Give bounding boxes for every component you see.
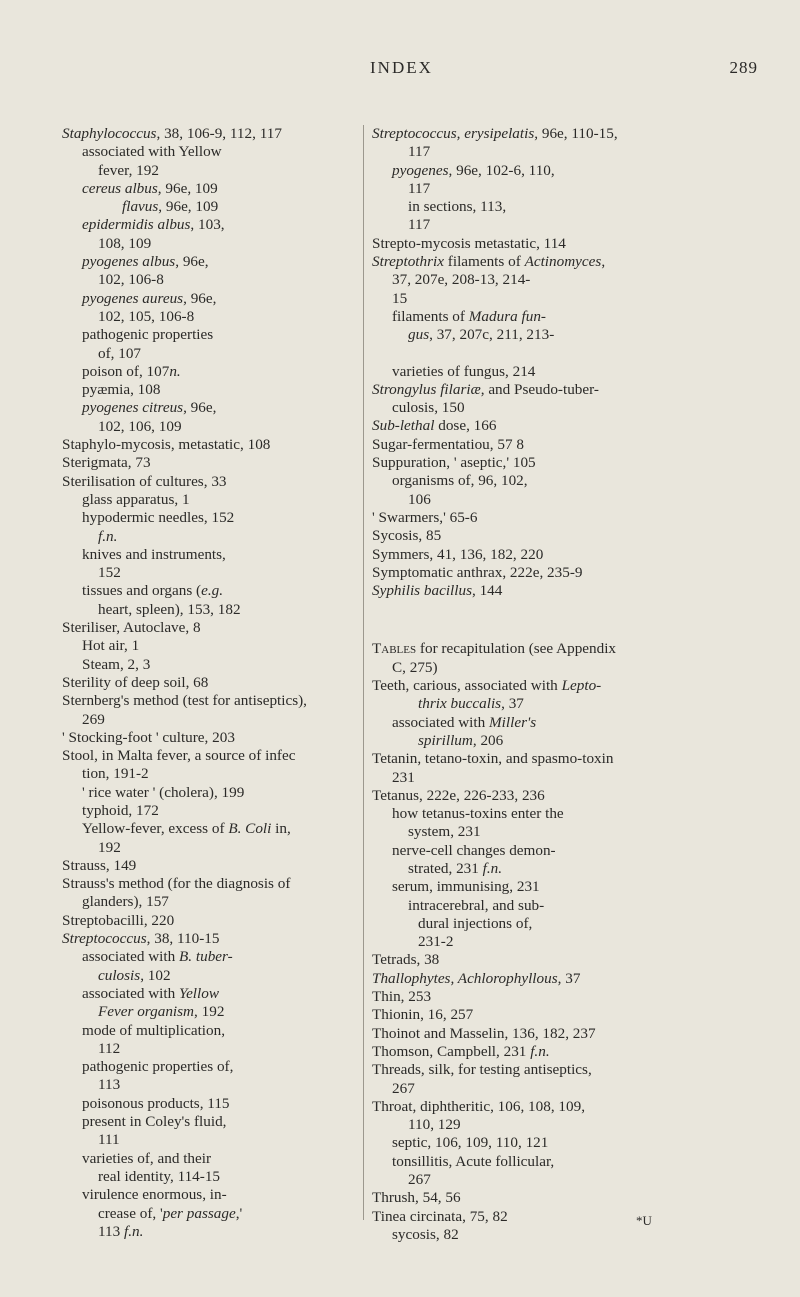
index-line <box>372 933 690 951</box>
index-line <box>372 750 690 768</box>
index-text: glass apparatus, 1 <box>82 490 190 508</box>
index-text: Yellow-fever, excess of <box>82 820 229 838</box>
index-text: ' Stocking-foot ' culture, 203 <box>62 728 235 746</box>
index-text: 15 <box>392 289 408 307</box>
index-text: Streptococcus, erysipelatis <box>372 125 535 142</box>
index-line <box>62 271 354 289</box>
index-text: hypodermic needles, 152 <box>82 509 235 527</box>
index-line <box>372 1134 690 1152</box>
index-line <box>372 472 690 490</box>
index-line <box>62 1186 354 1204</box>
index-line <box>372 253 690 271</box>
index-line <box>372 1171 690 1189</box>
index-line <box>372 125 690 143</box>
index-text: Streptothrix <box>372 253 444 271</box>
index-line <box>62 765 354 783</box>
index-text: C, 275) <box>392 658 438 676</box>
index-line <box>372 842 690 860</box>
index-text: real identity, 114-15 <box>98 1167 221 1185</box>
index-line <box>372 695 690 713</box>
index-text: pyogenes <box>392 161 449 179</box>
index-line <box>372 308 690 326</box>
index-text: crease of, ' <box>98 1204 163 1222</box>
index-line <box>62 893 354 911</box>
index-text: Thionin, 16, 257 <box>372 1006 474 1024</box>
index-line <box>62 784 354 802</box>
index-line <box>62 180 354 198</box>
index-text: Staphylo-mycosis, metastatic, 108 <box>62 436 271 454</box>
index-line <box>62 399 354 417</box>
index-column-right <box>372 125 690 1244</box>
index-text: 111 <box>98 1131 120 1149</box>
index-line <box>372 805 690 823</box>
index-line <box>372 1006 690 1024</box>
index-text: mode of multiplication, <box>82 1021 225 1039</box>
index-line <box>62 326 354 344</box>
index-line <box>62 912 354 930</box>
index-text: dose, 166 <box>434 417 497 435</box>
index-line <box>62 875 354 893</box>
index-text: Strongylus filariæ <box>372 380 481 398</box>
index-text: pyogenes albus <box>82 253 176 271</box>
index-line <box>62 198 354 216</box>
index-text: Steam, 2, 3 <box>82 655 151 673</box>
index-line <box>62 253 354 271</box>
index-text: 192 <box>98 838 121 856</box>
index-line <box>62 1076 354 1094</box>
index-text: Teeth, carious, associated with <box>372 677 562 695</box>
index-line <box>62 1113 354 1131</box>
index-text: tonsillitis, Acute follicular, <box>392 1152 555 1170</box>
index-text: Yellow <box>179 984 219 1002</box>
index-text: Lepto- <box>561 677 602 695</box>
index-line <box>372 454 690 472</box>
index-text: Streptococcus <box>62 930 147 948</box>
index-text: Symptomatic anthrax, 222e, 235-9 <box>372 563 583 581</box>
index-text: poisonous products, 115 <box>82 1094 230 1112</box>
index-text: , 206 <box>472 731 504 749</box>
index-text: , 96e, 109 <box>158 198 219 216</box>
index-line <box>372 769 690 787</box>
index-line <box>372 290 690 308</box>
index-line <box>372 582 690 600</box>
index-line <box>372 162 690 180</box>
index-text: sycosis, 82 <box>392 1225 459 1243</box>
index-line <box>372 787 690 805</box>
index-text: Symmers, 41, 136, 182, 220 <box>372 545 544 563</box>
index-text: 106 <box>408 490 431 508</box>
index-text: dural injections of, <box>418 914 533 932</box>
index-line <box>372 897 690 915</box>
index-text: Suppuration, ' aseptic,' 105 <box>372 454 536 472</box>
index-text: 113 <box>98 1222 125 1240</box>
index-text: Sterility of deep soil, 68 <box>62 673 209 691</box>
index-line <box>372 600 690 640</box>
index-line <box>372 235 690 253</box>
index-line <box>372 143 690 161</box>
index-text: Thoinot and Masselin, 136, 182, 237 <box>372 1024 596 1042</box>
index-text: , 144 <box>471 582 503 600</box>
index-text: , 103, <box>190 216 225 234</box>
index-text: Hot air, 1 <box>82 637 140 655</box>
index-text: varieties of, and their <box>82 1149 212 1167</box>
index-text: 231-2 <box>418 933 454 951</box>
index-text: associated with <box>392 713 490 731</box>
index-text: f.n. <box>98 527 118 545</box>
index-line <box>62 143 354 161</box>
index-text: fever, 192 <box>98 161 159 179</box>
index-text: , 96e, <box>183 399 217 417</box>
index-line <box>62 308 354 326</box>
index-text: Tetrads, 38 <box>372 951 440 969</box>
index-text: , 38, 106-9, 112, 117 <box>156 125 282 142</box>
index-text: Strauss, 149 <box>62 856 137 874</box>
index-line <box>372 271 690 289</box>
index-text: Miller's <box>489 713 537 731</box>
index-text: pathogenic properties <box>82 326 214 344</box>
index-text: Threads, silk, for testing antiseptics, <box>372 1061 592 1079</box>
index-text: Streptobacilli, 220 <box>62 911 175 929</box>
index-line <box>372 1098 690 1116</box>
running-title: INDEX <box>370 58 433 77</box>
index-text: Sternberg's method (test for antiseptics), <box>62 692 307 710</box>
index-line <box>62 235 354 253</box>
index-line <box>62 1131 354 1149</box>
index-text: ' Swarmers,' 65-6 <box>372 508 478 526</box>
index-text: Stool, in Malta fever, a source of infec <box>62 747 296 765</box>
index-text: , 96e, 110-15, <box>534 125 618 142</box>
index-line <box>372 180 690 198</box>
index-line <box>62 747 354 765</box>
index-text: Thallophytes, Achlorophyllous <box>372 969 558 987</box>
index-text: serum, immunising, 231 <box>392 878 540 896</box>
index-text: Tetanus, 222e, 226-233, 236 <box>372 786 545 804</box>
index-text: culosis <box>98 966 141 984</box>
index-text: 102, 106-8 <box>98 271 164 289</box>
index-line <box>372 677 690 695</box>
index-line <box>372 970 690 988</box>
index-column-left <box>62 125 354 1241</box>
index-line <box>62 930 354 948</box>
index-text: , <box>601 253 606 271</box>
index-text: Thrush, 54, 56 <box>372 1189 461 1207</box>
index-line <box>62 290 354 308</box>
index-text: ,' <box>235 1204 243 1222</box>
index-line <box>372 951 690 969</box>
index-text: flavus <box>122 198 159 216</box>
column-divider <box>363 125 364 1220</box>
index-text: gus <box>408 326 430 344</box>
index-line <box>62 601 354 619</box>
index-line <box>62 857 354 875</box>
index-text: 117 <box>408 179 431 197</box>
index-text: glanders), 157 <box>82 893 169 911</box>
index-line <box>62 491 354 509</box>
index-line <box>372 198 690 216</box>
index-text: septic, 106, 109, 110, 121 <box>392 1134 549 1152</box>
index-text: e.g. <box>201 582 224 600</box>
index-line <box>62 839 354 857</box>
index-text: typhoid, 172 <box>82 801 159 819</box>
index-text: 110, 129 <box>408 1116 461 1134</box>
index-line <box>62 162 354 180</box>
index-line <box>372 1025 690 1043</box>
index-text: Tetanin, tetano-toxin, and spasmo-toxin <box>372 750 614 768</box>
index-line <box>372 988 690 1006</box>
page-number: 289 <box>729 58 758 77</box>
index-line <box>62 564 354 582</box>
index-line <box>62 381 354 399</box>
index-line <box>372 823 690 841</box>
index-text: Tinea circinata, 75, 82 <box>372 1207 508 1225</box>
index-text: present in Coley's fluid, <box>82 1113 227 1131</box>
index-text: poison of, 107 <box>82 362 170 380</box>
index-text: , 37 <box>501 695 524 713</box>
index-text: Throat, diphtheritic, 106, 108, 109, <box>372 1097 586 1115</box>
page-header <box>0 58 800 82</box>
index-line <box>372 436 690 454</box>
index-line <box>62 1022 354 1040</box>
index-line <box>62 528 354 546</box>
index-text: varieties of fungus, 214 <box>392 362 536 380</box>
index-line <box>62 1003 354 1021</box>
index-text: f.n. <box>124 1222 144 1240</box>
index-text: knives and instruments, <box>82 545 226 563</box>
index-line <box>62 1223 354 1241</box>
index-line <box>62 1205 354 1223</box>
index-line <box>62 1168 354 1186</box>
index-text: filaments of <box>444 253 525 271</box>
index-line <box>372 345 690 363</box>
index-text: 108, 109 <box>98 234 152 252</box>
index-line <box>62 436 354 454</box>
index-text: associated with <box>82 948 180 966</box>
index-text: Sub-lethal <box>372 417 435 435</box>
index-text: Thin, 253 <box>372 988 432 1006</box>
index-text: Staphylococcus <box>62 125 157 142</box>
index-text: , 37 <box>557 969 581 987</box>
index-text: n. <box>169 362 181 380</box>
index-text: pathogenic properties of, <box>82 1058 234 1076</box>
index-line <box>62 546 354 564</box>
index-line <box>372 640 690 658</box>
index-line <box>372 1116 690 1134</box>
index-text: Sycosis, 85 <box>372 527 442 545</box>
index-line <box>372 399 690 417</box>
index-text: 269 <box>82 710 105 728</box>
index-text: 267 <box>392 1079 415 1097</box>
index-text: heart, spleen), 153, 182 <box>98 600 241 618</box>
index-line <box>62 509 354 527</box>
index-text: Actinomyces <box>524 253 602 271</box>
index-line <box>372 1043 690 1061</box>
index-line <box>62 1040 354 1058</box>
index-text: for recapitulation (see Appendix <box>416 640 617 658</box>
index-line <box>372 915 690 933</box>
index-line <box>372 363 690 381</box>
index-line <box>372 1080 690 1098</box>
index-text: of, 107 <box>98 344 142 362</box>
index-text: tissues and organs ( <box>82 582 202 600</box>
index-text: Madura fun- <box>468 307 546 325</box>
index-text: 117 <box>408 216 431 234</box>
index-line <box>372 417 690 435</box>
index-line <box>372 878 690 896</box>
index-text: in sections, 113, <box>408 198 507 216</box>
index-line <box>372 491 690 509</box>
index-text: 112 <box>98 1039 121 1057</box>
index-line <box>62 729 354 747</box>
index-text: Sterigmata, 73 <box>62 454 151 472</box>
index-line <box>62 637 354 655</box>
index-text: Strepto-mycosis metastatic, 114 <box>372 234 566 252</box>
index-text: 267 <box>408 1171 431 1189</box>
index-line <box>62 674 354 692</box>
index-text: strated, 231 <box>408 859 483 877</box>
index-text: Sterilisation of cultures, 33 <box>62 472 227 490</box>
index-text: Syphilis bacillus <box>372 582 472 600</box>
index-text: f.n. <box>482 859 503 877</box>
index-text: culosis, 150 <box>392 399 465 417</box>
index-text: filaments of <box>392 307 469 325</box>
index-text: associated with Yellow <box>82 143 222 161</box>
index-text: virulence enormous, in- <box>82 1186 227 1204</box>
index-text: , 96e, 102-6, 110, <box>448 161 555 179</box>
index-line <box>372 1189 690 1207</box>
index-text: 37, 207e, 208-13, 214- <box>392 271 531 289</box>
index-line <box>372 1061 690 1079</box>
index-text: how tetanus-toxins enter the <box>392 805 564 823</box>
index-text: Strauss's method (for the diagnosis of <box>62 875 291 893</box>
index-text: Sugar-fermentatiou, 57 8 <box>372 435 524 453</box>
index-line <box>372 216 690 234</box>
index-line <box>372 546 690 564</box>
index-line <box>62 363 354 381</box>
index-text: system, 231 <box>408 823 481 841</box>
index-line <box>62 711 354 729</box>
index-line <box>62 125 354 143</box>
index-text: per passage <box>162 1204 236 1222</box>
index-line <box>62 656 354 674</box>
index-text: Fever organism <box>98 1003 195 1021</box>
signature-mark: *U <box>636 1213 652 1228</box>
index-text: 102, 105, 106-8 <box>98 307 195 325</box>
index-text: Thomson, Campbell, 231 <box>372 1042 531 1060</box>
index-line <box>372 509 690 527</box>
index-text: f.n. <box>530 1042 550 1060</box>
index-line <box>62 692 354 710</box>
index-line <box>372 714 690 732</box>
index-text: , and Pseudo-tuber- <box>480 380 599 398</box>
index-text: epidermidis albus <box>82 216 191 234</box>
index-line <box>62 454 354 472</box>
index-line <box>62 1095 354 1113</box>
index-line <box>62 820 354 838</box>
index-text: , 102 <box>140 966 171 984</box>
index-text: spirillum <box>418 731 473 749</box>
index-line <box>372 564 690 582</box>
index-text: thrix buccalis <box>418 695 502 713</box>
index-line <box>62 985 354 1003</box>
index-text: , 96e, 109 <box>157 179 218 197</box>
index-text: , 38, 110-15 <box>146 930 220 948</box>
index-text: organisms of, 96, 102, <box>392 472 528 490</box>
index-text: , 192 <box>194 1003 225 1021</box>
index-line <box>62 1150 354 1168</box>
index-line <box>62 582 354 600</box>
index-text: intracerebral, and sub- <box>408 896 545 914</box>
index-line <box>62 473 354 491</box>
index-text: pyæmia, 108 <box>82 381 161 399</box>
index-line <box>62 802 354 820</box>
index-text: nerve-cell changes demon- <box>392 841 556 859</box>
index-text: , 96e, <box>183 289 217 307</box>
index-text: , 37, 207c, 211, 213- <box>429 326 555 344</box>
index-text: cereus albus <box>82 179 158 197</box>
index-line <box>372 1153 690 1171</box>
index-text: B. Coli <box>228 820 272 838</box>
index-line <box>372 659 690 677</box>
index-text: 102, 106, 109 <box>98 417 182 435</box>
index-line <box>62 216 354 234</box>
index-line <box>62 967 354 985</box>
index-text: 117 <box>408 143 431 161</box>
index-line <box>62 1058 354 1076</box>
index-text: pyogenes aureus <box>82 289 184 307</box>
index-text: ' rice water ' (cholera), 199 <box>82 783 245 801</box>
index-line <box>372 381 690 399</box>
index-text: , 96e, <box>175 253 209 271</box>
index-line <box>62 345 354 363</box>
index-line <box>372 527 690 545</box>
index-text: tion, 191-2 <box>82 765 149 783</box>
index-text: Steriliser, Autoclave, 8 <box>62 619 201 637</box>
index-text: B. tuber- <box>179 948 233 966</box>
index-text: associated with <box>82 984 180 1002</box>
index-line <box>62 948 354 966</box>
index-text: Tables <box>372 640 417 658</box>
index-text: in, <box>271 820 291 838</box>
index-line <box>372 860 690 878</box>
index-line <box>372 326 690 344</box>
index-text: 113 <box>98 1076 121 1094</box>
index-line <box>372 732 690 750</box>
index-line <box>62 619 354 637</box>
index-text: 231 <box>392 768 415 786</box>
index-text: 152 <box>98 564 121 582</box>
index-line <box>62 418 354 436</box>
index-text: pyogenes citreus <box>82 399 184 417</box>
